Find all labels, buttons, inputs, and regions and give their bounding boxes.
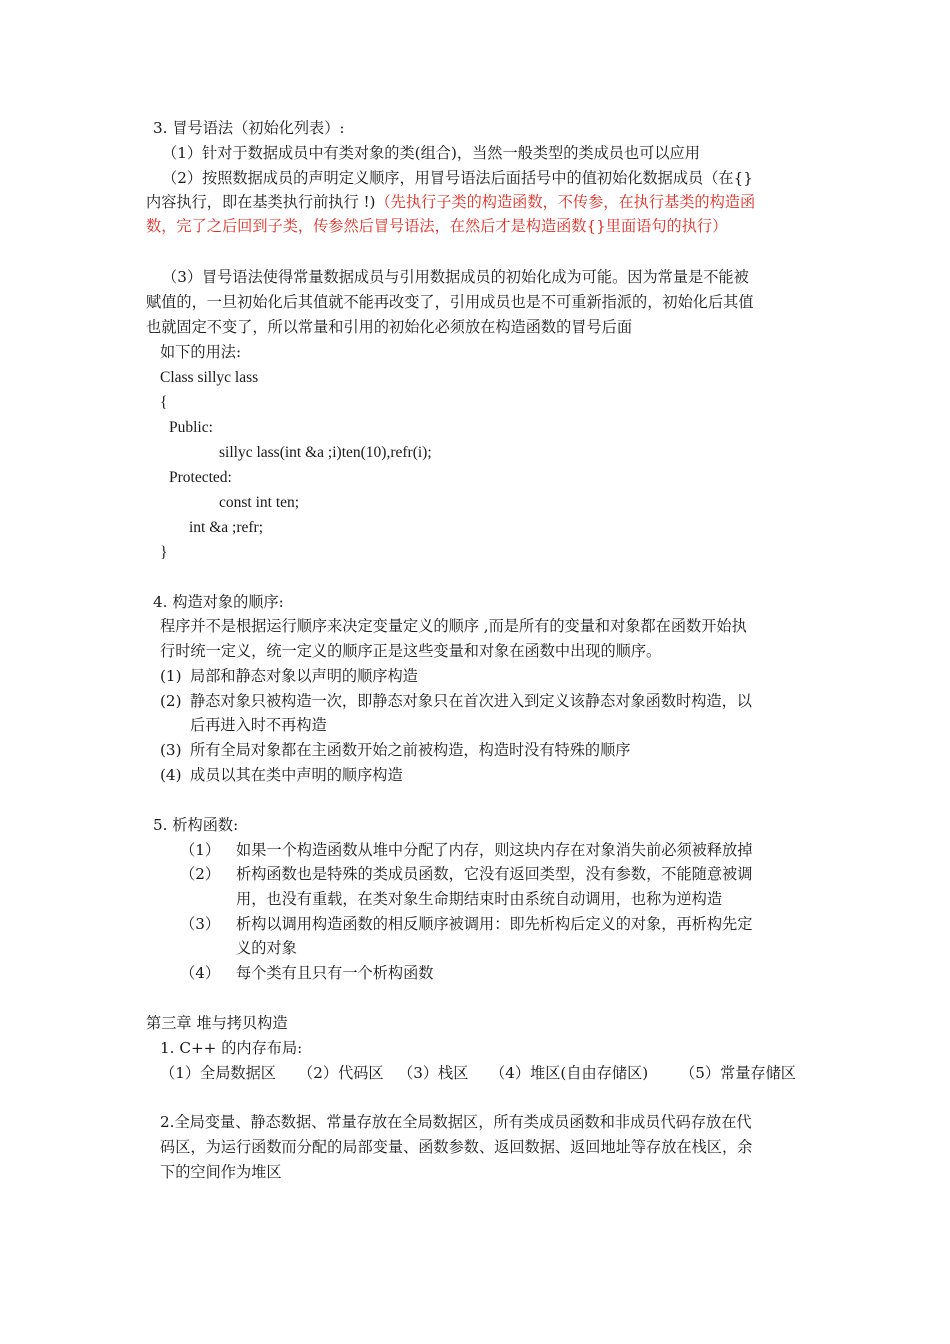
code-line-3: Public: [169, 419, 213, 436]
section-5-item-text-cont: 用，也没有重载，在类对象生命期结束时由系统自动调用，也称为逆构造 [236, 890, 722, 908]
section-3-para-2-line-1: （2）按照数据成员的声明定义顺序，用冒号语法后面括号中的值初始化数据成员（在{} [162, 169, 753, 187]
code-line-4: sillyc lass(int &a ;i)ten(10),refr(i); [219, 444, 432, 461]
section-5-item-text: 析构以调用构造函数的相反顺序被调用：即先析构后定义的对象，再析构先定 [236, 915, 753, 933]
memory-desc-line-1: 2.全局变量、静态数据、常量存放在全局数据区，所有类成员函数和非成员代码存放在代 [160, 1113, 752, 1131]
memory-layout-heading: 1. C++ 的内存布局: [160, 1039, 303, 1057]
section-4-heading: 4. 构造对象的顺序: [153, 593, 284, 611]
section-5-item-text-cont: 义的对象 [236, 939, 297, 957]
chapter-3-title: 第三章 堆与拷贝构造 [146, 1014, 288, 1032]
memory-desc-line-2: 码区，为运行函数而分配的局部变量、函数参数、返回数据、返回地址等存放在栈区，余 [160, 1138, 753, 1156]
code-line-7: int &a ;refr; [189, 519, 264, 536]
memory-area: （3）栈区 [398, 1064, 469, 1082]
section-4-item-num: (3) [160, 741, 182, 759]
section-5-item-text: 如果一个构造函数从堆中分配了内存，则这块内存在对象消失前必须被释放掉 [236, 841, 753, 859]
section-4-item-text: 成员以其在类中声明的顺序构造 [190, 766, 403, 784]
section-5-item-num: （4） [180, 964, 221, 982]
code-line-6: const int ten; [219, 494, 300, 511]
section-3-para-1: （1）针对于数据成员中有类对象的类(组合)，当然一般类型的类成员也可以应用 [162, 144, 700, 162]
code-line-5: Protected: [169, 469, 232, 486]
section-3-para-3-line-3: 也就固定不变了，所以常量和引用的初始化必须放在构造函数的冒号后面 [146, 318, 632, 336]
section-3-para-2-line-2 [146, 190, 755, 214]
section-3-para-3-line-2: 赋值的，一旦初始化后其值就不能再改变了，引用成员也是不可重新指派的，初始化后其值 [146, 293, 754, 311]
section-5-item-text: 每个类有且只有一个析构函数 [236, 964, 434, 982]
usage-label: 如下的用法: [160, 343, 242, 361]
section-3-para-2-line-3-red: 数，完了之后回到子类，传参然后冒号语法，在然后才是构造函数{}里面语句的执行） [146, 217, 728, 235]
section-4-item-text: 局部和静态对象以声明的顺序构造 [190, 667, 418, 685]
section-4-intro-line-2: 行时统一定义，统一定义的顺序正是这些变量和对象在函数中出现的顺序。 [160, 642, 662, 660]
code-line-8: } [160, 544, 168, 561]
section-4-item-text: 静态对象只被构造一次，即静态对象只在首次进入到定义该静态对象函数时构造，以 [190, 692, 752, 710]
section-4-item-text: 所有全局对象都在主函数开始之前被构造，构造时没有特殊的顺序 [190, 741, 631, 759]
code-line-1: Class sillyc lass [160, 369, 259, 386]
section-3-heading: 3. 冒号语法（初始化列表）: [153, 119, 345, 137]
para-2-black-text: 内容执行，即在基类执行前执行 !) [146, 193, 376, 211]
section-5-item-text: 析构函数也是特殊的类成员函数，它没有返回类型，没有参数，不能随意被调 [236, 865, 753, 883]
section-5-heading: 5. 析构函数: [153, 816, 239, 834]
memory-area: （1）全局数据区 [160, 1064, 276, 1082]
section-3-para-3-line-1: （3）冒号语法使得常量数据成员与引用数据成员的初始化成为可能。因为常量是不能被 [162, 268, 749, 286]
memory-area: （4）堆区(自由存储区) [490, 1064, 649, 1082]
section-4-item-num: (1) [160, 667, 182, 685]
section-4-item-num: (4) [160, 766, 182, 784]
memory-area: （2）代码区 [298, 1064, 384, 1082]
code-line-2: { [160, 394, 168, 411]
section-4-item-num: (2) [160, 692, 182, 710]
section-5-item-num: （3） [180, 915, 221, 933]
para-2-red-note: （先执行子类的构造函数，不传参，在执行基类的构造函 [375, 193, 756, 211]
section-4-item-text-cont: 后再进入时不再构造 [190, 716, 327, 734]
section-5-item-num: （2） [180, 865, 221, 883]
memory-desc-line-3: 下的空间作为堆区 [160, 1163, 282, 1181]
section-5-item-num: （1） [180, 841, 221, 859]
section-4-intro-line-1: 程序并不是根据运行顺序来决定变量定义的顺序 ,而是所有的变量和对象都在函数开始执 [160, 617, 747, 635]
memory-area: （5）常量存储区 [680, 1064, 796, 1082]
